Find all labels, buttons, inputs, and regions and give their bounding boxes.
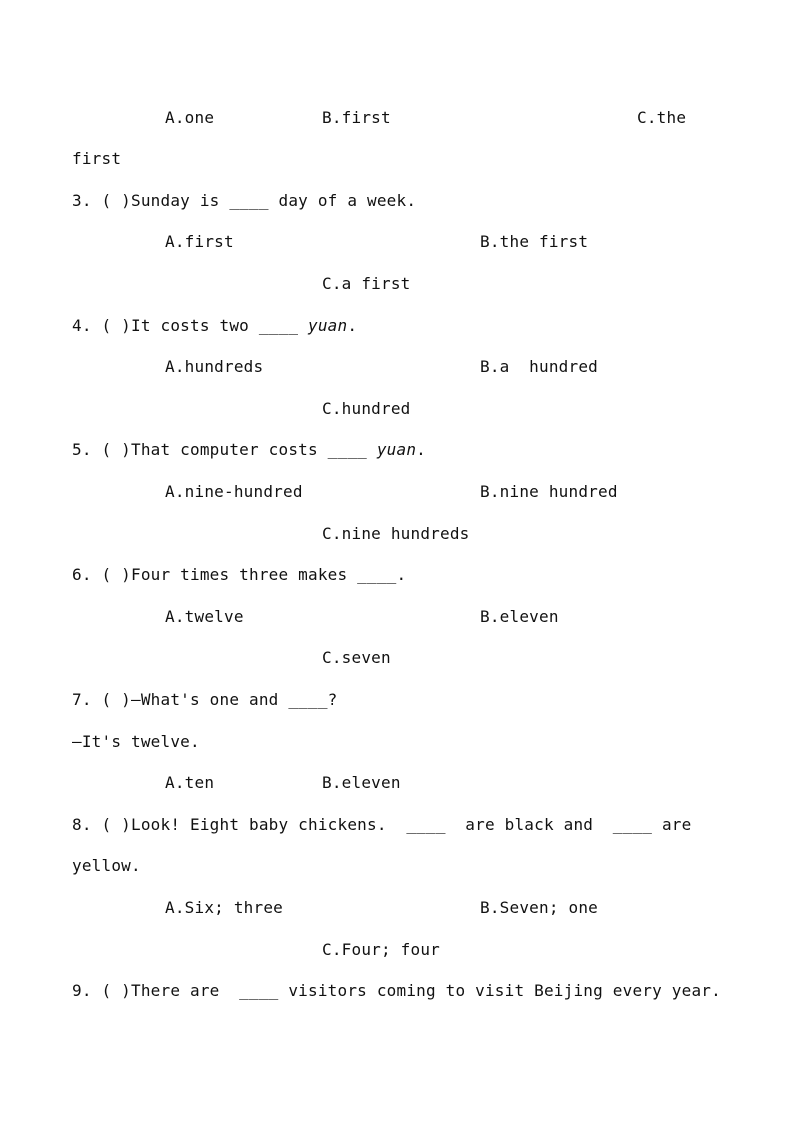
q8-stem: 8. ( )Look! Eight baby chickens. ____ are black and ____ are xyxy=(72,815,692,834)
q9-stem: 9. ( )There are ____ visitors coming to visit Beijing every year. xyxy=(72,981,721,1000)
q8-option-b: B.Seven; one xyxy=(480,898,598,917)
q8-stem-continued: yellow. xyxy=(72,856,141,875)
q3-option-c: C.a first xyxy=(322,274,411,293)
q2-option-c: C.the xyxy=(637,108,687,127)
q6-option-a: A.twelve xyxy=(165,607,244,626)
q5-option-b: B.nine hundred xyxy=(480,482,618,501)
q5-stem-italic: yuan xyxy=(376,440,417,459)
q7-reply: —It's twelve. xyxy=(72,732,200,751)
q4-option-b: B.a hundred xyxy=(480,357,598,376)
q8-option-c: C.Four; four xyxy=(322,940,440,959)
q3-option-a: A.first xyxy=(165,232,234,251)
q4-stem-text: 4. ( )It costs two ____ xyxy=(72,316,308,335)
q4-option-c: C.hundred xyxy=(322,399,411,418)
q4-stem xyxy=(72,316,357,336)
q6-option-b: B.eleven xyxy=(480,607,559,626)
q7-option-a: A.ten xyxy=(165,773,215,792)
q3-option-b: B.the first xyxy=(480,232,589,251)
q3-stem: 3. ( )Sunday is ____ day of a week. xyxy=(72,191,417,210)
q5-stem-end: . xyxy=(416,440,427,459)
q7-stem: 7. ( )—What's one and ____? xyxy=(72,690,338,709)
q2-option-b: B.first xyxy=(322,108,391,127)
q5-option-c: C.nine hundreds xyxy=(322,524,470,543)
q6-option-c: C.seven xyxy=(322,648,391,667)
q6-stem: 6. ( )Four times three makes ____. xyxy=(72,565,407,584)
q4-stem-italic: yuan xyxy=(308,316,348,335)
q5-stem xyxy=(72,440,426,460)
q5-stem-text: 5. ( )That computer costs ____ xyxy=(72,440,377,459)
q4-option-a: A.hundreds xyxy=(165,357,264,376)
q7-option-b: B.eleven xyxy=(322,773,401,792)
q2-option-c-continued: first xyxy=(72,149,122,168)
q4-stem-end: . xyxy=(347,316,358,335)
q8-option-a: A.Six; three xyxy=(165,898,283,917)
q5-option-a: A.nine-hundred xyxy=(165,482,303,501)
q2-option-a: A.one xyxy=(165,108,215,127)
